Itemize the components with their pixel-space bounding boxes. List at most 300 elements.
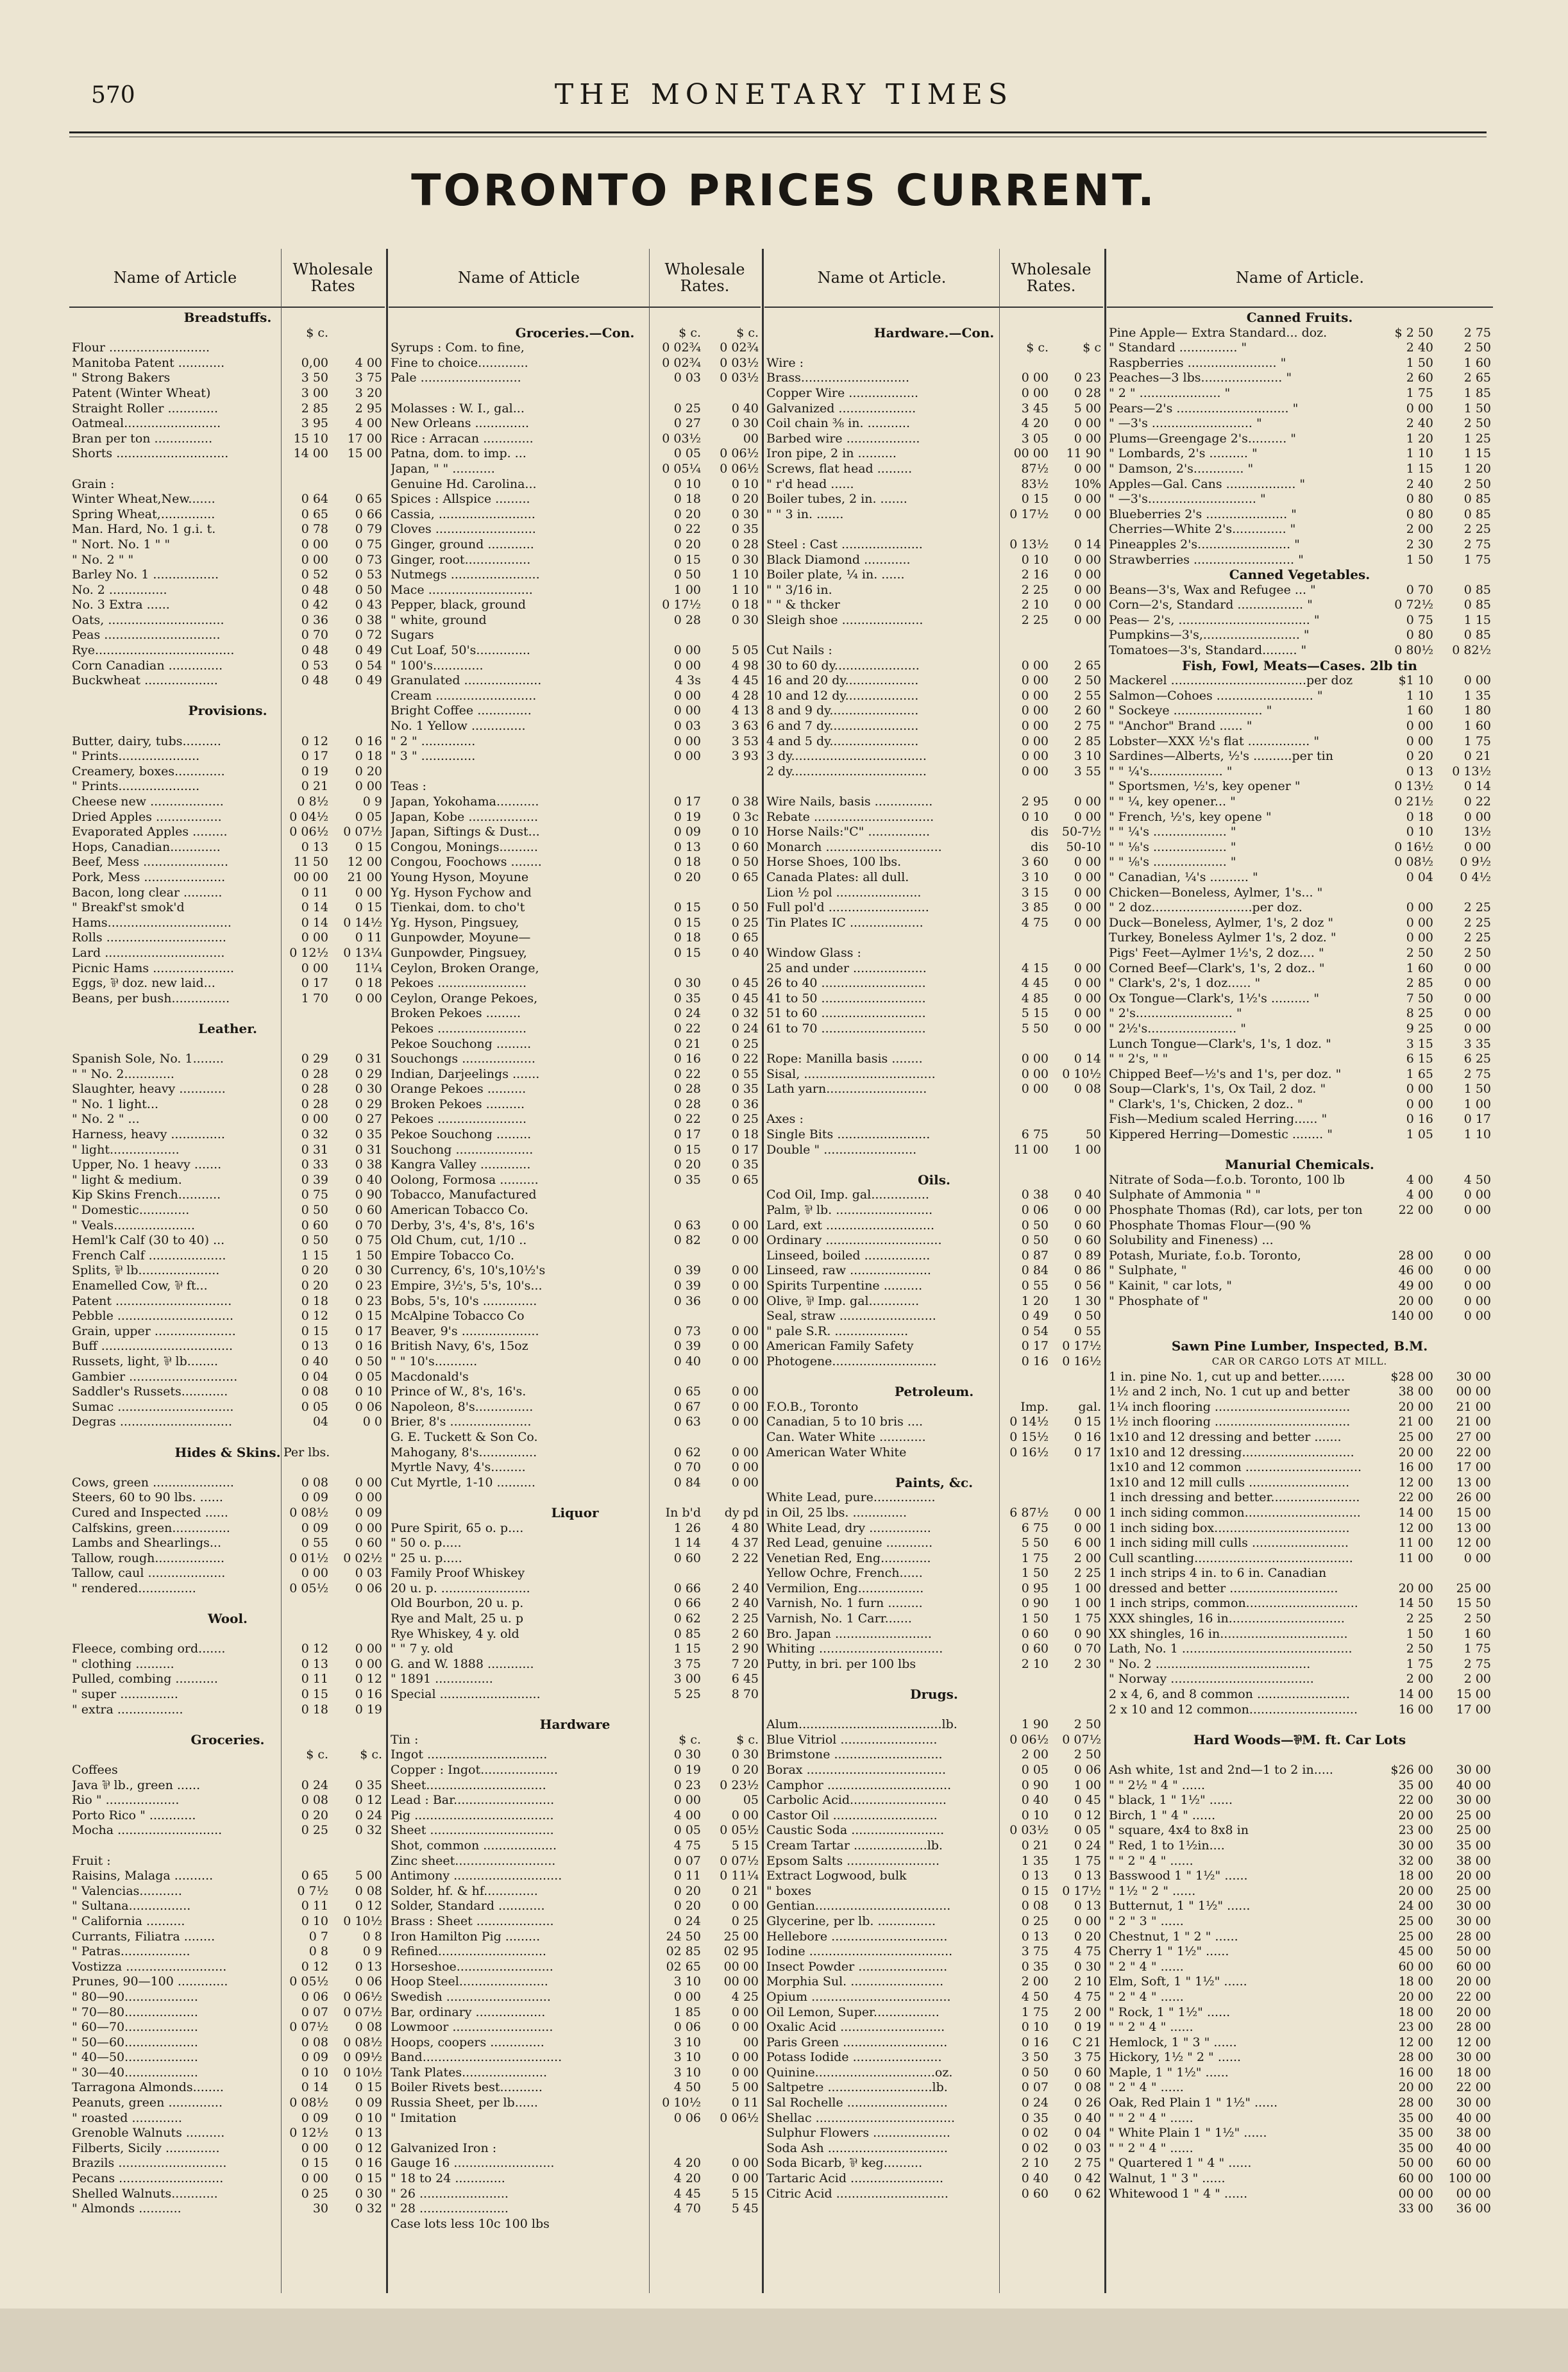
price-row [69,1899,386,1914]
article-name: Currants, Filiatra ........ [72,1929,215,1944]
article-name: Tank Plates...................... [391,2065,548,2080]
price-row [388,643,762,659]
article-name: Ash white, 1st and 2nd—1 to 2 in..... [1109,1763,1333,1777]
article-name: " " & thcker [766,598,840,612]
price-row [764,613,1104,628]
price-row [764,916,1104,931]
article-name: Pork, Mess ..................... [72,870,226,884]
section-heading [69,1611,386,1627]
article-name: Pekoes ....................... [391,1021,527,1036]
price-row [69,341,386,356]
article-name: Beans, per bush............... [72,991,230,1005]
price-row [388,1747,762,1763]
price-row [1106,2065,1493,2081]
price-row [764,1899,1104,1914]
rate-high: 0 50 [1074,1309,1101,1324]
rate-high: 0 06½ [720,446,759,461]
article-name: Shelled Walnuts............ [72,2186,218,2201]
rate-high: 0 02¾ [720,341,759,355]
price-row [69,1037,386,1052]
price-row [764,1415,1104,1430]
rate-high: 0 9½ [1460,855,1491,870]
article-name: Swedish ........................... [391,1989,551,2004]
rate-low: 0 00 [1021,688,1049,703]
rate-low: 21 00 [1398,1415,1433,1429]
rate-low: 0 08½ [289,1505,328,1520]
section-heading [764,1173,1104,1188]
article-name: Alum.....................................lb. [766,1717,957,1732]
price-row [764,1370,1104,1385]
rate-low: $1 10 [1398,673,1433,688]
price-row [764,583,1104,598]
rate-low: 0 20 [673,507,701,521]
rate-low: 0 10 [673,476,701,491]
rate-low: 0 00 [1406,900,1433,915]
article-name: " California .......... [72,1914,185,1928]
rate-high: 2 50 [1463,341,1491,355]
article-name: Empire, 3½'s, 5's, 10's... [391,1279,543,1293]
rate-low: 0,00 [301,355,328,370]
column-2 [388,249,762,2293]
rate-low: 0 08 [301,1793,328,1808]
rate-high: 3 75 [1074,2050,1101,2065]
rate-high: 2 00 [1463,1672,1491,1686]
price-row [1106,1899,1493,1914]
article-name: Cod Oil, Imp. gal............... [766,1188,929,1202]
price-row [1106,825,1493,840]
article-name: Brimstone ............................ [766,1747,943,1762]
article-name: Currency, 6's, 10's,10½'s [391,1263,546,1278]
price-row [69,1869,386,1884]
price-row [1106,1778,1493,1794]
article-name: Peanuts, green .............. [72,2096,223,2110]
price-row [1106,719,1493,734]
price-row [764,1294,1104,1309]
price-row [69,659,386,674]
price-row [69,1263,386,1279]
price-row [69,1703,386,1718]
rate-low: 0 00 [1021,1082,1049,1097]
article-name: Lobster—XXX ½'s flat ................ " [1109,734,1320,748]
article-name: " 25 u. p..... [391,1551,462,1565]
price-row [1106,1006,1493,1022]
article-name: Cut Loaf, 50's.............. [391,643,530,658]
rate-low: 1 50 [1406,355,1433,370]
rate-low: 2 40 [1406,341,1433,355]
price-row [764,1233,1104,1249]
rate-high: 50 [1085,1127,1101,1142]
rate-low: 0 17½ [1009,507,1049,521]
price-row [1106,522,1493,537]
rate-high: 0 25 [731,915,759,930]
price-row [69,1415,386,1430]
rate-high: 6 45 [731,1672,759,1686]
article-name: Souchongs ................... [391,1052,535,1066]
rate-low: 20 00 [1398,1445,1433,1459]
article-name: G. and W. 1888 ............ [391,1656,534,1671]
article-name: Coffees [72,1763,118,1777]
article-name: Molasses : W. I., gal... [391,401,525,416]
article-name: New Orleans .............. [391,416,530,431]
article-name: Cherry 1 " 1½" ...... [1109,1944,1229,1959]
price-row [1106,1173,1493,1188]
price-row [1106,673,1493,689]
article-name: 1 inch strips, common............................. [1109,1596,1358,1611]
article-name: " Phosphate of " [1109,1293,1208,1308]
rate-low: 0 03 [673,371,701,385]
price-row [388,1022,762,1037]
price-row [1106,1067,1493,1082]
article-name: Galvanized .................... [766,401,916,416]
header-rule [69,131,1487,133]
article-name: Window Glass : [766,945,861,960]
price-row [764,1218,1104,1234]
rate-high: 60 00 [1456,2156,1491,2171]
price-row [1106,779,1493,795]
article-name: Horse Nails:"C" ................ [766,825,931,839]
rate-low: 4 00 [1406,1172,1433,1187]
rate-high: 50-10 [1066,839,1101,854]
rate-high: 0 10 [731,825,759,839]
article-name: " " 2 " 4 " ...... [1109,2110,1193,2125]
rate-low: 0 20 [673,537,701,551]
price-row [1106,2035,1493,2051]
article-name: Hides & Skins. [174,1445,281,1460]
article-name: Borax .................................... [766,1763,946,1777]
price-row [388,1490,762,1506]
price-row [1106,326,1493,341]
article-name: G. E. Tuckett & Son Co. [391,1429,538,1444]
rate-high: 0 13 [1074,1869,1101,1883]
rate-high: 0 16 [355,734,382,748]
rate-low: $ c. [1026,341,1049,355]
rate-high: 0 50 [731,900,759,915]
price-row [388,1324,762,1340]
article-name: 25 and under ................... [766,961,927,975]
rate-low: 0 15 [301,1687,328,1702]
rate-low: 5 50 [1021,1536,1049,1551]
price-row [764,1808,1104,1824]
article-name: " 60—70................... [72,2020,198,2035]
price-row [69,810,386,825]
rate-low: 0 00 [673,1989,701,2004]
article-name: Bobs, 5's, 10's .............. [391,1293,537,1308]
rate-high: 2 50 [1074,1717,1101,1732]
rate-low: 0 16 [1021,1354,1049,1368]
article-name: American Tobacco Co. [391,1203,528,1218]
price-row [388,779,762,795]
article-name: " —3's .......................... " [1109,416,1262,431]
price-row [388,1914,762,1930]
rate-low: 0 30 [673,976,701,991]
rate-low: 1 50 [1021,1566,1049,1581]
price-row [1106,1747,1493,1763]
rate-low: 35 00 [1398,2126,1433,2141]
rate-high: 2 55 [1074,688,1101,703]
price-row [69,477,386,492]
price-row [388,1778,762,1794]
price-row [69,1460,386,1476]
article-name: Carbolic Acid......................... [766,1793,947,1808]
article-name: Sugars [391,628,434,643]
article-name: Solubility and Fineness) ... [1109,1233,1274,1248]
price-row [1106,371,1493,386]
price-row [1106,749,1493,764]
article-name: Rope: Manilla basis ........ [766,1052,923,1066]
article-name: 30 to 60 dy...................... [766,658,920,673]
article-name: Peaches—3 lbs..................... " [1109,371,1292,385]
price-row [764,659,1104,674]
rate-low: 1 10 [1406,688,1433,703]
rate-high: 1 10 [1463,1127,1491,1142]
rate-high: 5 15 [731,1838,759,1853]
rate-low: 0 80½ [1394,643,1433,658]
article-name: Morphia Sul. ........................ [766,1974,944,1989]
article-name: 1x10 and 12 dressing............................. [1109,1445,1354,1459]
price-row [764,961,1104,977]
rate-low: 1 15 [673,1642,701,1656]
rate-low: 28 00 [1398,2096,1433,2110]
rate-high: 2 75 [1463,1656,1491,1671]
rate-high: 0 62 [1074,2186,1101,2201]
article-name: " Canadian, ¼'s .......... " [1109,870,1258,884]
article-name: Hardware [539,1717,611,1733]
price-row [1106,1112,1493,1127]
price-row [388,2111,762,2126]
rate-low: 0 07½ [289,2020,328,2035]
rate-low: 0 20 [673,870,701,884]
rate-low: 22 00 [1398,1490,1433,1505]
rate-high: 0 00 [355,991,382,1005]
article-name: 1 in. pine No. 1, cut up and better....... [1109,1369,1345,1384]
rate-high: 0 65 [731,1172,759,1187]
price-row [764,1263,1104,1279]
price-row [764,2050,1104,2065]
rate-high: 0 00 [1074,855,1101,870]
price-row [764,628,1104,643]
article-name: " white, ground [391,612,487,627]
rate-high: 1 60 [1463,355,1491,370]
rate-low: 0 00 [1021,703,1049,718]
rate-high: 8 70 [731,1687,759,1702]
rate-high: 2 75 [1463,325,1491,340]
rate-high: 0 28 [1074,385,1101,400]
rate-low: 0 55 [301,1536,328,1551]
rate-high: 5 00 [1074,401,1101,416]
rate-high: 0 06½ [720,461,759,476]
rate-low: 0 13½ [1009,537,1049,551]
section-heading [764,1476,1104,1491]
price-row [69,537,386,553]
rate-low: 0 00 [673,749,701,764]
article-name: Flour .......................... [72,341,210,355]
rate-high: 00 [743,431,759,446]
rate-high: 15 00 [1456,1687,1491,1702]
rate-low: 0 78 [301,522,328,537]
rate-low: 11 00 [1398,1551,1433,1565]
rate-low: 0 48 [301,673,328,688]
price-row [1106,2141,1493,2157]
price-row [69,1218,386,1234]
rate-high: 0 10½ [1062,1066,1101,1081]
article-name: Brass : Sheet .................... [391,1914,554,1928]
article-name: Lead : Bar.......................... [391,1793,555,1808]
article-name: 16 and 20 dy................... [766,673,919,688]
price-row [388,553,762,568]
section-heading [69,703,386,719]
price-row [1106,1717,1493,1733]
rate-low: 0 20 [673,1883,701,1898]
article-name: Slaughter, heavy ............ [72,1082,226,1097]
article-name: " 100's............. [391,658,484,673]
rate-low: 140 00 [1390,1309,1433,1324]
price-row [69,583,386,598]
rate-high: 30 00 [1456,2050,1491,2065]
rate-low: 2 10 [1021,2156,1049,2171]
article-name: Steel : Cast ..................... [766,537,923,551]
rate-high: 0 40 [1074,2110,1101,2125]
rate-low: 0 19 [673,809,701,824]
rate-high: 2 25 [1463,930,1491,945]
rate-low: 0 16 [1021,2035,1049,2049]
article-name: 2 x 4, 6, and 8 common ........................ [1109,1687,1350,1702]
article-name: Lowmoor .......................... [391,2020,553,2035]
article-name: Provisions. [188,703,267,719]
rate-low: 0 18 [1406,809,1433,824]
price-row [1106,583,1493,598]
article-name: 1½ and 2 inch, No. 1 cut up and better [1109,1384,1350,1399]
price-row [1106,2187,1493,2202]
rate-high: 0 05 [355,1369,382,1384]
article-name: Lion ½ pol ...................... [766,885,922,900]
rate-high: 1 00 [1463,1097,1491,1111]
rate-low: 00 00 [293,870,328,884]
price-row [69,1203,386,1218]
rate-low: 0 11 [673,1869,701,1883]
rate-low: 3 45 [1021,401,1049,416]
article-name: Granulated .................... [391,673,542,688]
article-name: 26 to 40 ........................... [766,976,926,991]
rate-high: 0 18 [731,1127,759,1142]
rate-high: 0 06 [355,1399,382,1414]
rate-low: 0 22 [673,522,701,537]
price-row [764,1747,1104,1763]
price-row [388,689,762,704]
price-row [764,1279,1104,1294]
article-name: Wool. [207,1611,248,1627]
price-row [1106,1384,1493,1400]
article-name: Single Bits ........................ [766,1127,931,1142]
article-name: Sal Rochelle .......................... [766,2096,948,2110]
price-row [1106,1703,1493,1718]
price-row [764,386,1104,401]
article-name: Tin : [391,1732,419,1747]
rate-low: 2 00 [1021,1974,1049,1989]
rate-high: 2 25 [1463,915,1491,930]
article-name: Congou, Foochows ........ [391,855,542,870]
rate-low: 4 20 [673,2171,701,2186]
price-row [764,1521,1104,1536]
rate-low: 0 64 [301,492,328,507]
price-row [1106,703,1493,719]
rate-low: 0 05 [1021,1763,1049,1777]
article-name: Rye and Malt, 25 u. p [391,1611,524,1626]
price-row [388,1854,762,1869]
rate-high: 0 00 [731,1279,759,1293]
article-name: Plums—Greengage 2's.......... " [1109,431,1297,446]
rate-low: 0 10 [1021,1808,1049,1822]
rate-low: 0 40 [673,1354,701,1368]
price-row [764,1354,1104,1370]
article-name: Refined............................ [391,1944,546,1959]
rate-high: 2 65 [1074,658,1101,673]
price-row [69,1672,386,1687]
article-name: Quinine...............................oz. [766,2065,953,2080]
rate-high: $ c. [360,1747,382,1762]
price-row [1106,764,1493,780]
article-name: Solder, hf. & hf.............. [391,1883,538,1898]
rate-low: 0 08 [301,2035,328,2049]
price-table [69,249,1493,2293]
rate-low: 0 82 [673,1233,701,1248]
rate-low: 0 17 [301,749,328,764]
section-heading [388,1506,762,1521]
rate-high: 2 00 [1074,2005,1101,2019]
rate-low: 30 00 [1398,1838,1433,1853]
rate-low: 0 35 [673,1172,701,1187]
article-name: Brier, 8's ..................... [391,1415,532,1429]
article-name: Kippered Herring—Domestic ........ " [1109,1127,1333,1142]
article-name: Japan, Kobe .................. [391,809,539,824]
price-row [764,1339,1104,1354]
article-name: Cassia, ......................... [391,507,535,521]
rate-low: 0 07 [673,1853,701,1868]
rate-low: 0 55 [1021,1279,1049,1293]
article-name: Oolong, Formosa .......... [391,1172,539,1187]
rate-high: 0 00 [731,1218,759,1232]
section-heading [1106,1157,1493,1173]
rate-low: 0 00 [301,961,328,975]
rate-low: 0 60 [1021,1626,1049,1641]
rate-high: 0 32 [355,2201,382,2216]
article-name: Ceylon, Broken Orange, [391,961,539,975]
price-row [69,492,386,507]
article-name: " " 2's, " " [1109,1052,1168,1066]
rate-low: 12 00 [1398,1520,1433,1535]
article-name: " 2 " 4 " ...... [1109,2080,1184,2095]
rate-high: 0 00 [1463,839,1491,854]
rate-high: 0 42 [1074,2171,1101,2186]
article-name: Putty, in bri. per 100 lbs [766,1656,916,1671]
rate-low: 0 18 [673,855,701,870]
price-row [764,1854,1104,1869]
price-row [388,2156,762,2171]
rate-high: 0 15 [355,2171,382,2186]
article-name: American Family Safety [766,1339,914,1354]
rate-low: 35 00 [1398,2110,1433,2125]
article-name: Steers, 60 to 90 lbs. ...... [72,1490,223,1505]
price-row [388,930,762,946]
rate-high: 0 00 [1074,582,1101,597]
article-name: Tobacco, Manufactured [391,1188,537,1202]
rate-low: $ c. [679,1732,701,1747]
rate-low: 0 15 [1021,492,1049,507]
rate-high: 0 60 [355,1203,382,1218]
article-name: Dried Apples ................. [72,809,222,824]
rate-high: 2 85 [1074,734,1101,748]
article-name: XXX shingles, 16 in.............................. [1109,1611,1345,1626]
rate-low: 0 16½ [1009,1445,1049,1459]
